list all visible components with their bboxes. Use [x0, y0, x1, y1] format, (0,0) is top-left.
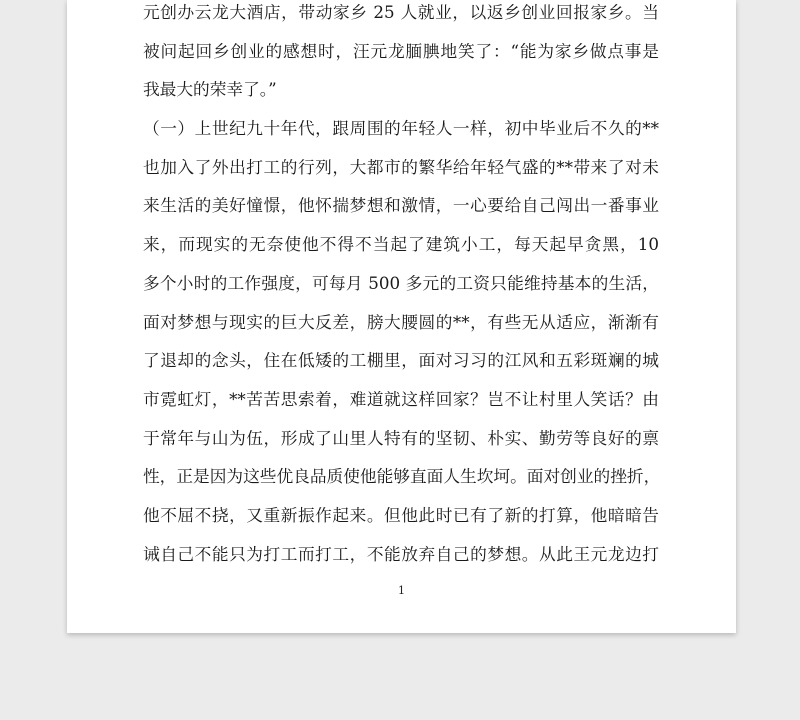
text-line: 我最大的荣幸了。”	[143, 79, 277, 100]
page-number: 1	[398, 584, 405, 597]
text-line: （一）上世纪九十年代，跟周围的年轻人一样，初中毕业后不久的**	[143, 118, 659, 139]
body-text	[143, 0, 659, 573]
text-line: 来，而现实的无奈使他不得不当起了建筑小工，每天起早贪黑，10	[143, 234, 659, 255]
text-line: 诫自己不能只为打工而打工，不能放弃自己的梦想。从此王元龙边打	[143, 543, 659, 564]
text-line: 被问起回乡创业的感想时，汪元龙腼腆地笑了：“能为家乡做点事是	[143, 40, 659, 61]
text-line: 他不屈不挠，又重新振作起来。但他此时已有了新的打算，他暗暗告	[143, 504, 659, 525]
text-line: 面对梦想与现实的巨大反差，膀大腰圆的**，有些无从适应，渐渐有	[143, 311, 659, 332]
text-line: 多个小时的工作强度，可每月 500 多元的工资只能维持基本的生活，	[143, 272, 659, 293]
text-line: 于常年与山为伍，形成了山里人特有的坚韧、朴实、勤劳等良好的禀	[143, 427, 659, 448]
document-page	[67, 0, 736, 633]
text-line: 来生活的美好憧憬，他怀揣梦想和激情，一心要给自己闯出一番事业	[143, 195, 659, 216]
text-line: 市霓虹灯，**苦苦思索着，难道就这样回家？岂不让村里人笑话？由	[143, 388, 659, 409]
text-line: 也加入了外出打工的行列，大都市的繁华给年轻气盛的**带来了对未	[143, 156, 659, 177]
text-line: 了退却的念头，住在低矮的工棚里，面对习习的江风和五彩斑斓的城	[143, 350, 659, 371]
text-line: 元创办云龙大酒店，带动家乡 25 人就业，以返乡创业回报家乡。当	[143, 2, 659, 22]
text-line: 性，正是因为这些优良品质使他能够直面人生坎坷。面对创业的挫折，	[143, 466, 661, 487]
